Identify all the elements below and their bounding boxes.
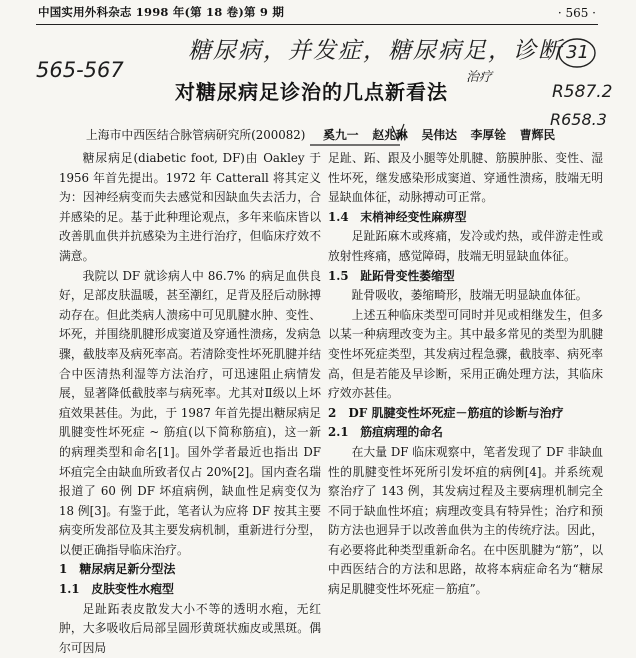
section-heading: 1 糖尿病足新分型法 (59, 562, 176, 577)
subsection-heading: 1.1 皮肤变性水疱型 (59, 582, 174, 597)
author: 李厚铨 (470, 128, 507, 142)
handwritten-extra: 治疗 (466, 70, 493, 85)
paragraph: 在大量 DF 临床观察中，笔者发现了 DF 非缺血性的肌腱变性坏死所引发坏疽的病例[4]。并系统观察治疗了 143 例，其发病过程及主要病理机制完全不同于缺血性坏疽；病理改变具有特异性；治疗和预防方法也迥异于以改善血供为主的传统疗法。因此，有必要将此种类型重新命名。在中医肌腱为“筋”，以中西医结合的方法和思路，故将本病症命名为“糖尿病足肌腱变性坏死症－筋疽”。 (328, 444, 603, 597)
handwritten-circled-number: 31 (566, 42, 589, 63)
handwritten-code-2: R658.3 (550, 110, 607, 129)
subsection-heading: 2.1 筋疽病理的命名 (328, 425, 443, 440)
left-column (59, 149, 321, 658)
paragraph: 足趾、跖、跟及小腿等处肌腱、筋膜肿胀、变性、湿性坏死，继发感染形成窦道、穿通性溃疡，肢端无明显缺血体征，动脉搏动可正常。 (328, 151, 603, 205)
institution: 上海市中西医结合脉管病研究所(200082) (86, 128, 306, 142)
paragraph: 上述五种临床类型可同时并见或相继发生，但多以某一种病理改变为主。其中最多常见的类型为肌腱变性坏死症类型，其发病过程急骤，截肢率、病死率高，但是若能及早诊断，采用正确处理方法，其临床疗效亦甚佳。 (328, 307, 603, 401)
author: 赵兆琳 (372, 128, 408, 142)
article-title: 对糖尿病足诊治的几点新看法 (175, 80, 448, 104)
paragraph: 我院以 DF 就诊病人中 86.7% 的病足血供良好，足部皮肤温暖，甚至潮红，足背及胫后动脉搏动存在。但此类病人溃疡中可见肌腱水肿、变性、坏死，并围绕肌腱形成窦道及穿通性溃疡，发病急骤，截肢率及病死率高。若清除变性坏死肌腱并结合中医清热利湿等方法治疗，可迅速阻止病情发展，显著降低截肢率与病死率。尤其对Ⅱ级以上坏疽效果甚佳。为此，于 1987 年首先提出糖尿病足肌腱变性坏死症 ~ 筋疽(以下简称筋疽)，这一新的病理类型和命名[1]。国外学者最近也指出 DF 坏疽完全由缺血所致者仅占 20%[2]。国内查名瑞报道了 60 例 DF 坏疽病例，缺血性足病变仅为 18 例[3]。有鉴于此，笔者认为应将 DF 按其主要病变所发部位及其主要发病机制，重新进行分型，以便正确指导临床治疗。 (59, 268, 321, 557)
page-number: · 565 · (557, 6, 596, 20)
handwritten-class-numbers: 565-567 (36, 58, 124, 82)
paragraph: 足趾跖表皮散发大小不等的透明水疱，无红肿，大多吸收后局部呈圆形黄斑状痂皮或黑斑。偶尔可因局 (59, 601, 321, 655)
handwritten-code-1: R587.2 (552, 82, 613, 102)
author: 曹辉民 (519, 128, 556, 142)
handwritten-keywords: 糖尿病，并发症，糖尿病足，诊断 (188, 38, 563, 64)
right-column (328, 149, 603, 600)
paragraph: 糖尿病足(diabetic foot, DF)由 Oakley 于 1956 年首先提出。1972 年 Catterall 将其定义为：因神经病变而失去感觉和因缺血失去活力，合并感染的足。基于此种理论观点，多年来临床皆以改善肌血供并抗感染为主进行治疗，但临床疗效不满意。 (59, 151, 321, 263)
section-heading: 2 DF 肌腱变性坏死症－筋疽的诊断与治疗 (328, 405, 564, 420)
author: 奚九一 (323, 128, 359, 142)
subsection-heading: 1.4 末梢神经变性麻痹型 (328, 209, 467, 224)
circle-mark (559, 39, 595, 67)
paragraph: 趾骨吸收，萎缩畸形，肢端无明显缺血体征。 (351, 288, 588, 303)
paragraph: 足趾跖麻木或疼痛，发冷或灼热，或伴游走性或放射性疼痛，感觉障碍，肢端无明显缺血体征。 (328, 229, 603, 263)
journal-header: 中国实用外科杂志 1998 年(第 18 卷)第 9 期 (38, 5, 285, 19)
author-line (86, 126, 555, 143)
subsection-heading: 1.5 趾跖骨变性萎缩型 (328, 268, 455, 283)
author: 吴伟达 (421, 128, 457, 142)
